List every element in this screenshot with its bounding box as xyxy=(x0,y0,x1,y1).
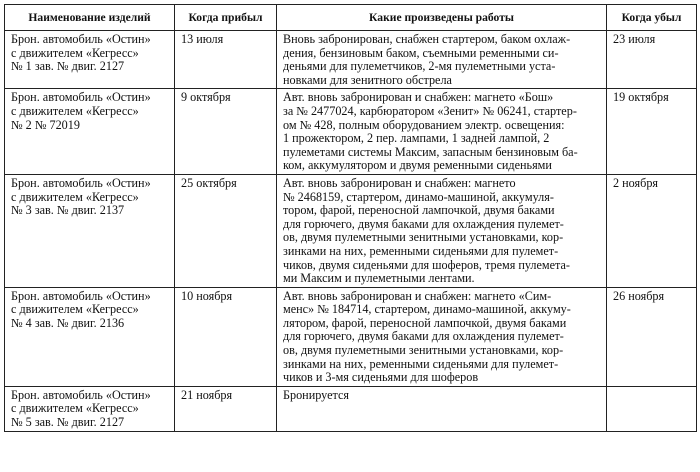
works-description-cell-line: чиков, двумя сиденьями для шоферов, тремя пулемета- xyxy=(283,257,570,272)
item-name-cell-line: Брон. автомобиль «Остин» xyxy=(11,288,151,303)
header-departed: Когда убыл xyxy=(607,5,697,31)
item-name-cell xyxy=(5,89,175,175)
table-row xyxy=(5,287,697,386)
item-name-cell-line: с движителем «Кегресс» xyxy=(11,189,139,204)
departed-date-cell xyxy=(607,386,697,431)
item-name-cell-line: № 1 зав. № двиг. 2127 xyxy=(11,59,125,74)
item-name-cell-line: с движителем «Кегресс» xyxy=(11,45,139,60)
works-description-cell-line: Авт. вновь забронирован и снабжен: магнето «Бош» xyxy=(283,90,554,105)
works-description-cell-line: ми Максим и пулеметными лентами. xyxy=(283,271,475,286)
item-name-cell-line: Брон. автомобиль «Остин» xyxy=(11,32,151,46)
works-description-cell-line: № 2468159, стартером, динамо-машиной, аккумуля- xyxy=(283,189,554,204)
arrived-date-cell: 25 октября xyxy=(175,174,277,287)
table-header xyxy=(5,5,697,31)
item-name-cell-line: с движителем «Кегресс» xyxy=(11,401,139,416)
works-description-cell-line: ов, двумя пулеметными зенитными установками, кор- xyxy=(283,230,564,245)
header-row xyxy=(5,5,697,31)
works-description-cell-line: ов, двумя пулеметными зенитными установками, кор- xyxy=(283,343,564,358)
arrived-date-cell: 9 октября xyxy=(175,89,277,175)
item-name-cell xyxy=(5,174,175,287)
item-name-cell-line: Брон. автомобиль «Остин» xyxy=(11,175,151,190)
table-row xyxy=(5,386,697,431)
arrived-date-cell: 10 ноября xyxy=(175,287,277,386)
works-description-cell-line: тором, фарой, переносной лампочкой, двумя баками xyxy=(283,203,555,218)
works-description-cell xyxy=(277,31,607,89)
header-item-name: Наименование изделий xyxy=(5,5,175,31)
header-works: Какие произведены работы xyxy=(277,5,607,31)
item-name-cell xyxy=(5,386,175,431)
works-description-cell-line: пулеметами системы Максим, запасным бензиновым ба- xyxy=(283,144,578,159)
works-description-cell-line: Авт. вновь забронирован и снабжен: магнето xyxy=(283,175,516,190)
item-name-cell-line: № 3 зав. № двиг. 2137 xyxy=(11,203,125,218)
item-name-cell xyxy=(5,287,175,386)
works-description-cell-line: новками для зенитного обстрела xyxy=(283,72,452,87)
works-description-cell-line: Вновь забронирован, снабжен стартером, баком охлаж- xyxy=(283,32,571,46)
works-description-cell-line: дения, бензиновым баком, съемными ременными си- xyxy=(283,45,559,60)
works-description-cell xyxy=(277,386,607,431)
works-description-cell-line: зинками на них, ременными сиденьями для пулемет- xyxy=(283,356,559,371)
works-description-cell xyxy=(277,89,607,175)
works-description-cell-line: за № 2477024, карбюратором «Зенит» № 06241, стартер- xyxy=(283,103,577,118)
item-name-cell-line: Брон. автомобиль «Остин» xyxy=(11,387,151,402)
works-description-cell-line: зинками на них, ременными сиденьями для пулемет- xyxy=(283,243,559,258)
works-description-cell-line: Авт. вновь забронирован и снабжен: магнето «Сим- xyxy=(283,288,552,303)
table-body xyxy=(5,31,697,432)
item-name-cell-line: Брон. автомобиль «Остин» xyxy=(11,90,151,105)
works-description-cell-line: менс» № 184714, стартером, динамо-машиной, аккуму- xyxy=(283,302,571,317)
works-description-cell-line: ом № 428, полным оборудованием электр. освещения: xyxy=(283,117,565,132)
arrived-date-cell: 21 ноября xyxy=(175,386,277,431)
works-description-cell-line: Бронируется xyxy=(283,387,349,402)
works-description-cell-line: чиков и 3-мя сиденьями для шоферов xyxy=(283,370,479,385)
works-description-cell xyxy=(277,174,607,287)
item-name-cell-line: № 4 зав. № двиг. 2136 xyxy=(11,315,125,330)
item-name-cell-line: с движителем «Кегресс» xyxy=(11,302,139,317)
works-description-cell-line: для горючего, двумя баками для охлаждения пулемет- xyxy=(283,216,564,231)
item-name-cell xyxy=(5,31,175,89)
works-description-cell-line: для горючего, двумя баками для охлаждения пулемет- xyxy=(283,329,564,344)
departed-date-cell: 2 ноября xyxy=(607,174,697,287)
header-arrived: Когда прибыл xyxy=(175,5,277,31)
works-description-cell-line: 1 прожектором, 2 пер. лампами, 1 задней лампой, 2 xyxy=(283,131,550,146)
departed-date-cell: 26 ноября xyxy=(607,287,697,386)
works-description-cell-line: деньями для пулеметчиков, 2-мя пулеметными уста- xyxy=(283,59,556,74)
departed-date-cell: 19 октября xyxy=(607,89,697,175)
vehicle-works-table xyxy=(4,4,697,432)
table-row xyxy=(5,174,697,287)
table-row xyxy=(5,89,697,175)
works-description-cell xyxy=(277,287,607,386)
item-name-cell-line: № 2 № 72019 xyxy=(11,117,80,132)
item-name-cell-line: с движителем «Кегресс» xyxy=(11,103,139,118)
item-name-cell-line: № 5 зав. № двиг. 2127 xyxy=(11,415,125,430)
works-description-cell-line: ком, аккумулятором и двумя ременными сиденьями xyxy=(283,158,552,173)
departed-date-cell: 23 июля xyxy=(607,31,697,89)
table-row xyxy=(5,31,697,89)
arrived-date-cell: 13 июля xyxy=(175,31,277,89)
works-description-cell-line: лятором, фарой, переносной лампочкой, двумя баками xyxy=(283,315,567,330)
